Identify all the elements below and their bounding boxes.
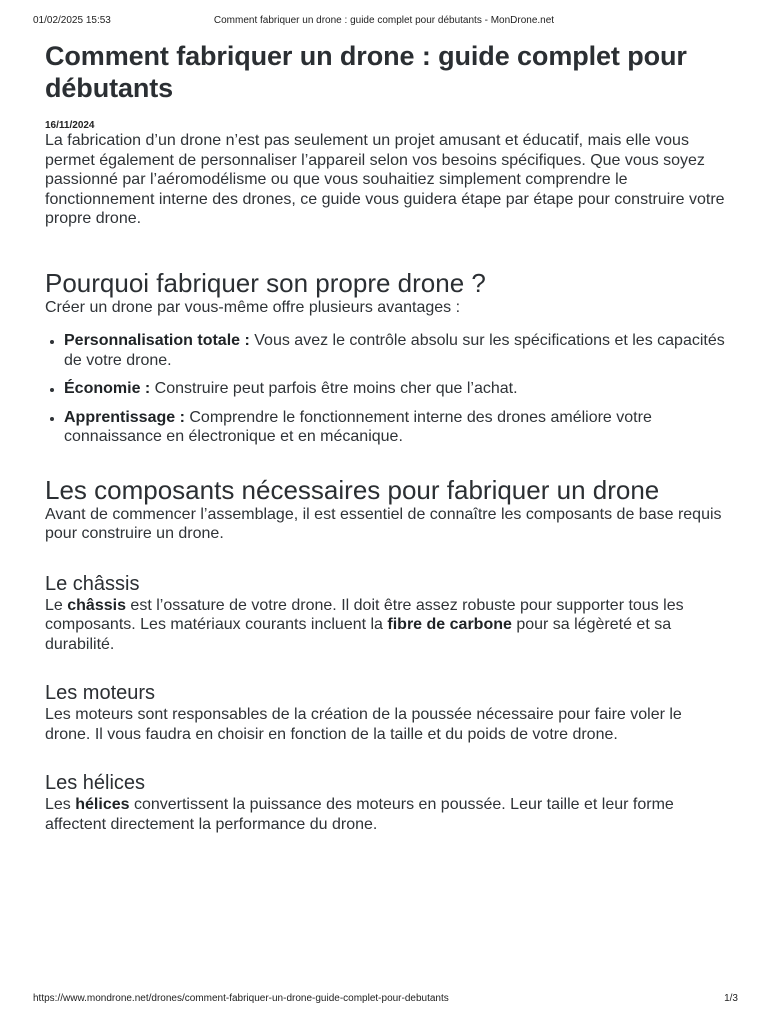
section-heading-why: Pourquoi fabriquer son propre drone ? [45,267,486,298]
print-footer [0,993,768,1009]
list-item-text: Construire peut parfois être moins cher que l’achat. [150,380,518,397]
intro-paragraph: La fabrication d’un drone n’est pas seulement un projet amusant et éducatif, mais elle vous permet également de personnaliser l’appareil selon vos besoins spécifiques. Que vous soyez passionné par l’aéromodélisme ou que vous souhaitiez simplement comprendre le fonctionnement interne des drones, ce guide vous guidera étape par étape pour construire votre propre drone. [45,132,725,227]
subheading-chassis: Le châssis [45,572,140,595]
bold-term-chassis: châssis [67,596,126,614]
print-url: https://www.mondrone.net/drones/comment-fabriquer-un-drone-guide-complet-pour-debutants [33,993,449,1004]
print-datetime: 01/02/2025 15:53 [33,15,111,26]
print-header [0,15,768,31]
advantages-list [45,331,725,447]
list-item-text: Comprendre le fonctionnement interne des drones améliore votre connaissance en électronique et en mécanique. [64,408,652,445]
bold-term-carbon-fiber: fibre de carbone [387,616,512,633]
list-item-label: Apprentissage : [64,408,185,426]
text-run: est l’ossature de votre drone. Il doit être assez robuste pour supporter tous les composants. Les matériaux courants incluent la [45,596,684,633]
subheading-propellers: Les hélices [45,772,146,794]
text-run: convertissent la puissance des moteurs en poussée. Leur taille et leur forme affectent directement la performance du drone. [45,796,674,833]
list-item [64,331,725,370]
text-run: Les [45,796,76,813]
bold-term-propellers: hélices [75,796,130,813]
components-lead-paragraph: Avant de commencer l’assemblage, il est essentiel de connaître les composants de base requis pour construire un drone. [45,505,722,542]
article [45,40,725,834]
list-item [64,379,725,399]
chassis-paragraph [45,596,725,655]
publication-date: 16/11/2024 [45,120,95,131]
propellers-paragraph [45,795,725,834]
text-run: Le [45,596,68,614]
section-heading-components: Les composants nécessaires pour fabriquer un drone [45,474,660,505]
text-run: pour sa légèreté et sa durabilité. [45,616,672,653]
article-title: Comment fabriquer un drone : guide complet pour débutants [45,41,687,103]
page-number: 1/3 [724,993,738,1004]
list-item [64,408,725,447]
subheading-motors: Les moteurs [45,682,156,704]
list-item-text: Vous avez le contrôle absolu sur les spécifications et les capacités de votre drone. [64,332,725,369]
print-doc-title: Comment fabriquer un drone : guide complet pour débutants - MonDrone.net [213,15,555,26]
motors-paragraph: Les moteurs sont responsables de la création de la poussée nécessaire pour faire voler le drone. Il vous faudra en choisir en fonction de la taille et du poids de votre drone. [45,706,682,743]
list-item-label: Personnalisation totale : [64,332,250,349]
list-item-label: Économie : [64,380,151,397]
why-lead-paragraph: Créer un drone par vous-même offre plusieurs avantages : [45,298,461,316]
